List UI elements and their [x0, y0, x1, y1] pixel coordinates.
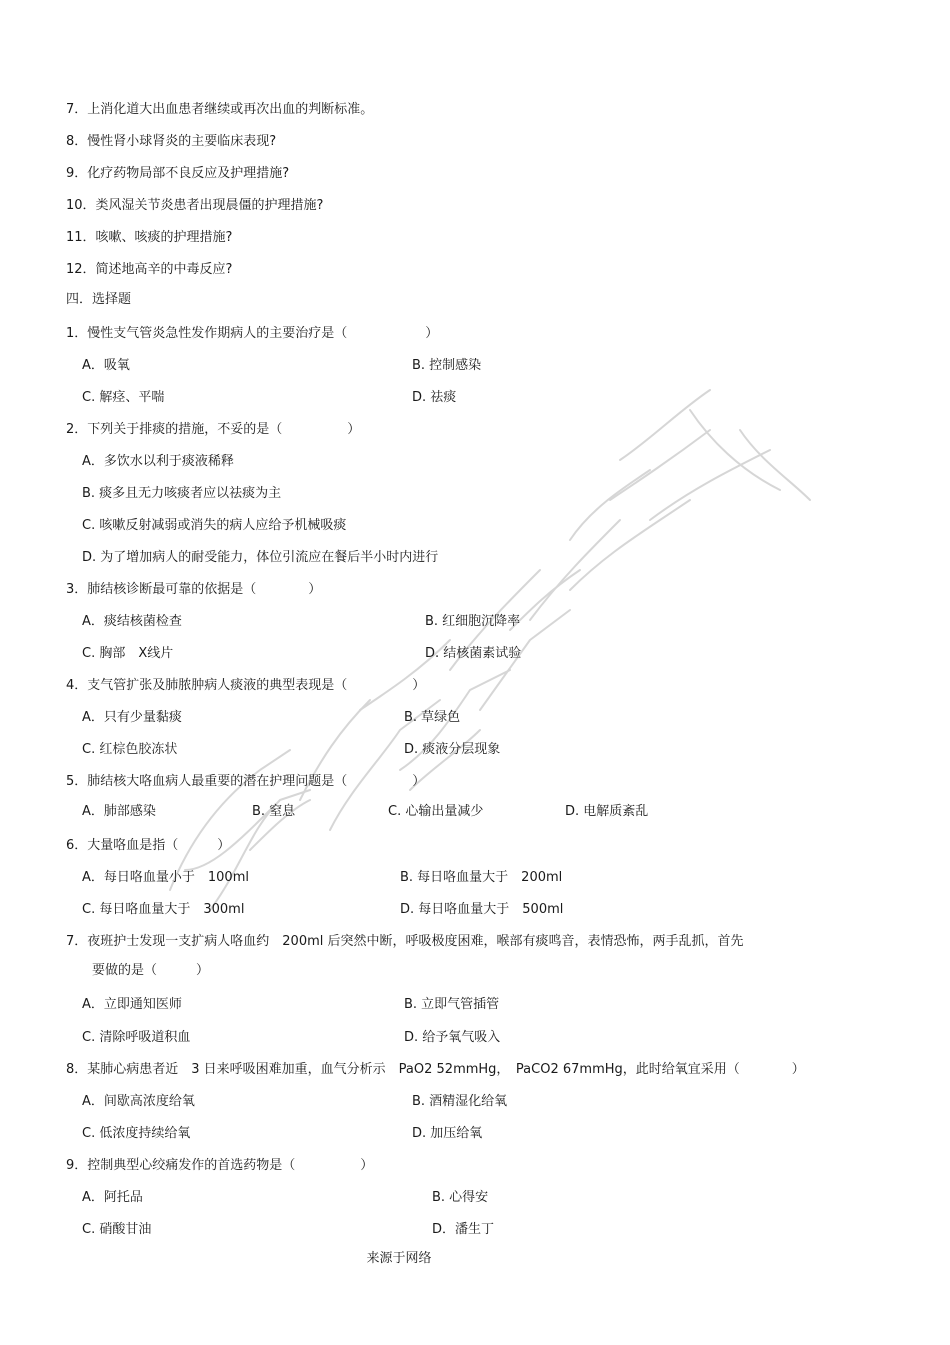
option-d: D. 祛痰 [412, 390, 457, 405]
option-b: B. 心得安 [432, 1190, 489, 1205]
question-stem: 9．控制典型心绞痛发作的首选药物是（ ） [66, 1158, 374, 1173]
option-a: A．每日咯血量小于 100ml [82, 870, 249, 885]
option-b: B. 每日咯血量大于 200ml [400, 870, 563, 885]
option-c: C. 胸部 X线片 [82, 646, 174, 661]
option-d: D. 痰液分层现象 [404, 742, 501, 757]
open-question-8: 8．慢性肾小球肾炎的主要临床表现? [66, 134, 277, 149]
open-question-7: 7．上消化道大出血患者继续或再次出血的判断标准。 [66, 102, 374, 117]
open-question-10: 10．类风湿关节炎患者出现晨僵的护理措施? [66, 198, 324, 213]
option-d: D．潘生丁 [432, 1222, 495, 1237]
option-c: C. 红棕色胶冻状 [82, 742, 178, 757]
option-d: D. 加压给氧 [412, 1126, 483, 1141]
option-c: C. 清除呼吸道积血 [82, 1030, 191, 1045]
option-d: D. 每日咯血量大于 500ml [400, 902, 564, 917]
page-footer: 来源于网络 [366, 1251, 432, 1266]
question-stem: 3．肺结核诊断最可靠的依据是（ ） [66, 582, 322, 597]
question-stem: 1．慢性支气管炎急性发作期病人的主要治疗是（ ） [66, 326, 439, 341]
question-stem: 6．大量咯血是指（ ） [66, 838, 231, 853]
question-stem-continued: 要做的是（ ） [92, 963, 210, 978]
option-a: A．阿托品 [82, 1190, 143, 1205]
option-a: A．只有少量黏痰 [82, 710, 182, 725]
option-c: C. 咳嗽反射减弱或消失的病人应给予机械吸痰 [82, 518, 347, 533]
option-a: A．间歇高浓度给氧 [82, 1094, 195, 1109]
option-c: C. 每日咯血量大于 300ml [82, 902, 245, 917]
option-c: C. 硝酸甘油 [82, 1222, 152, 1237]
option-b: B. 窒息 [252, 804, 296, 819]
option-b: B. 痰多且无力咳痰者应以祛痰为主 [82, 486, 282, 501]
option-a: A．吸氧 [82, 358, 130, 373]
open-question-9: 9．化疗药物局部不良反应及护理措施? [66, 166, 290, 181]
question-stem: 7．夜班护士发现一支扩病人咯血约 200ml 后突然中断，呼吸极度困难，喉部有痰鸣音，表情恐怖，两手乱抓，首先 [66, 934, 744, 949]
question-stem: 8．某肺心病患者近 3 日来呼吸困难加重，血气分析示 PaO2 52mmHg， PaCO2 67mmHg，此时给氧宜采用（ ） [66, 1062, 805, 1077]
option-d: D. 为了增加病人的耐受能力，体位引流应在餐后半小时内进行 [82, 550, 439, 565]
option-d: D. 给予氧气吸入 [404, 1030, 501, 1045]
open-question-12: 12．简述地高辛的中毒反应? [66, 262, 233, 277]
question-stem: 4．支气管扩张及肺脓肿病人痰液的典型表现是（ ） [66, 678, 426, 693]
option-a: A．痰结核菌检查 [82, 614, 182, 629]
option-b: B. 控制感染 [412, 358, 482, 373]
option-a: A．肺部感染 [82, 804, 156, 819]
question-stem: 2．下列关于排痰的措施，不妥的是（ ） [66, 422, 361, 437]
section-heading: 四．选择题 [66, 292, 132, 307]
option-c: C. 心输出量减少 [388, 804, 484, 819]
option-c: C. 解痉、平喘 [82, 390, 165, 405]
option-a: A．多饮水以利于痰液稀释 [82, 454, 234, 469]
option-a: A．立即通知医师 [82, 997, 182, 1012]
option-b: B. 红细胞沉降率 [425, 614, 521, 629]
option-b: B. 酒精湿化给氧 [412, 1094, 508, 1109]
option-b: B. 草绿色 [404, 710, 461, 725]
option-b: B. 立即气管插管 [404, 997, 500, 1012]
open-question-11: 11．咳嗽、咳痰的护理措施? [66, 230, 233, 245]
question-stem: 5．肺结核大咯血病人最重要的潜在护理问题是（ ） [66, 774, 426, 789]
option-d: D. 结核菌素试验 [425, 646, 522, 661]
option-d: D. 电解质紊乱 [565, 804, 649, 819]
option-c: C. 低浓度持续给氧 [82, 1126, 191, 1141]
